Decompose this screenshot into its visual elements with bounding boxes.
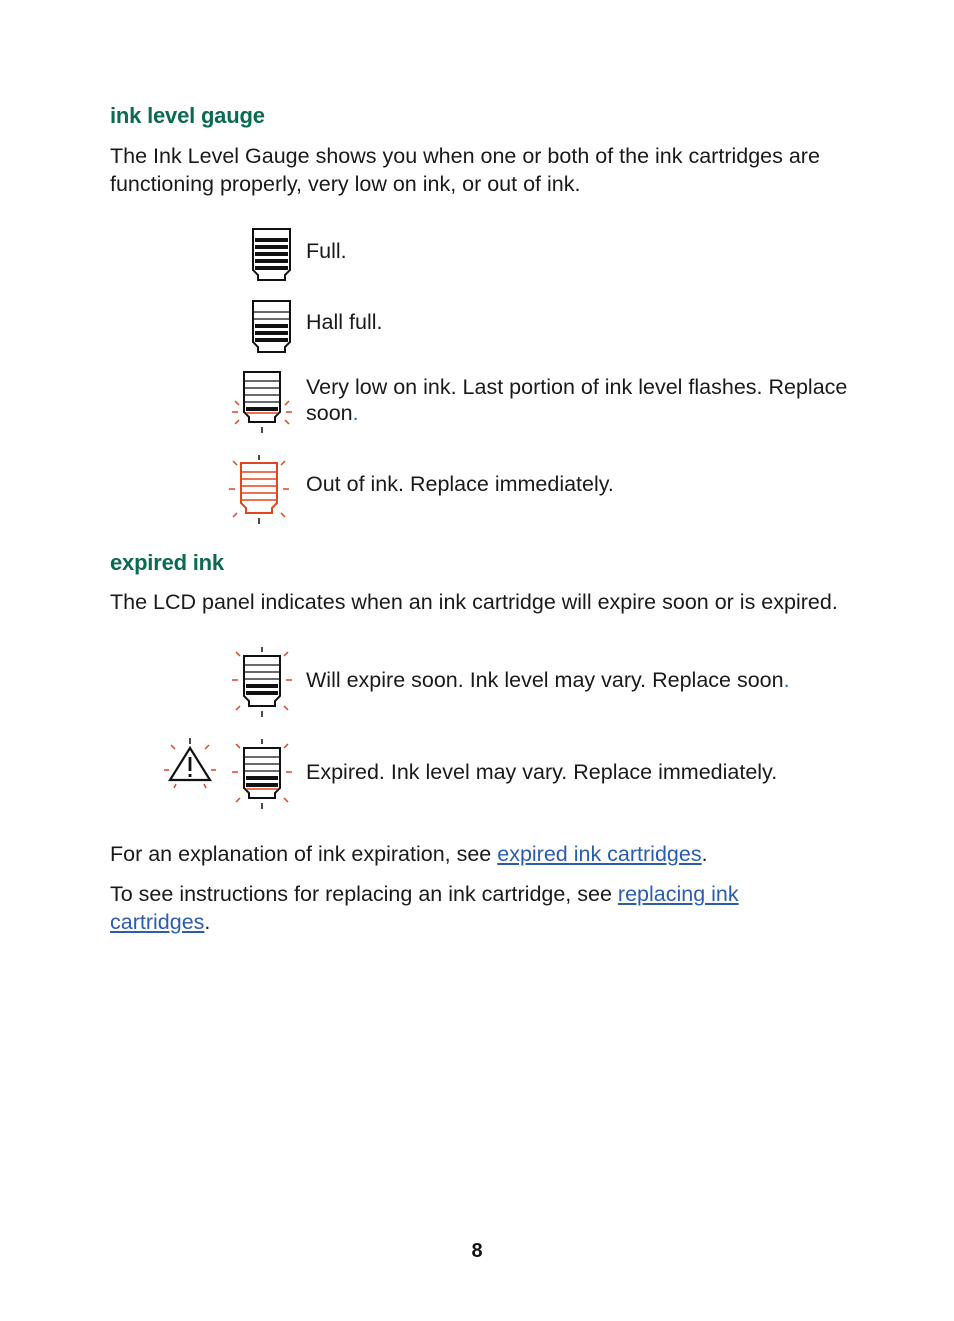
state-very-low-label: Very low on ink. Last portion of ink level flashes. Replace soon xyxy=(306,375,848,425)
expired-ink-cartridges-link[interactable]: expired ink cartridges xyxy=(497,842,702,866)
state-expire-soon-period: . xyxy=(783,668,790,692)
ink-expire-soon-icon xyxy=(229,646,295,720)
page-number: 8 xyxy=(471,1240,483,1262)
section-title-ink-level-gauge: ink level gauge xyxy=(110,103,265,128)
ink-half-full-icon xyxy=(244,297,300,355)
replacing-instructions-paragraph xyxy=(110,880,810,936)
state-full-text: Full. xyxy=(306,239,347,263)
ink-full-icon xyxy=(244,225,300,283)
expiration-explanation-paragraph xyxy=(110,840,850,868)
replacing-instructions-text: To see instructions for replacing an ink cartridge, see xyxy=(110,882,618,906)
state-half-full-text: Hall full. xyxy=(306,310,383,334)
replacing-ink-link-part2[interactable]: cartridges xyxy=(110,910,205,934)
state-very-low-text xyxy=(306,374,851,426)
expired-intro-paragraph: The LCD panel indicates when an ink cartridge will expire soon or is expired. xyxy=(110,590,838,614)
state-expire-soon-label: Will expire soon. Ink level may vary. Replace soon xyxy=(306,668,784,692)
ink-very-low-flashing-icon xyxy=(229,366,295,436)
state-expired-text: Expired. Ink level may vary. Replace immediately. xyxy=(306,760,778,784)
expiration-explanation-text: For an explanation of ink expiration, see xyxy=(110,842,498,866)
replacing-instructions-period: . xyxy=(204,910,211,934)
state-out-of-ink-text: Out of ink. Replace immediately. xyxy=(306,472,614,496)
ink-expired-icon xyxy=(229,738,295,812)
state-very-low-period: . xyxy=(352,401,359,425)
ink-out-flashing-icon xyxy=(226,455,292,527)
replacing-ink-link-part1[interactable]: replacing ink xyxy=(617,882,739,906)
warning-triangle-icon xyxy=(160,736,220,792)
expiration-explanation-period: . xyxy=(701,842,708,866)
section-title-expired-ink: expired ink xyxy=(110,550,224,575)
gauge-intro-paragraph: The Ink Level Gauge shows you when one or both of the ink cartridges are functioning properly, very low on ink, or out of ink. xyxy=(110,144,820,196)
state-expire-soon-text xyxy=(306,667,851,693)
